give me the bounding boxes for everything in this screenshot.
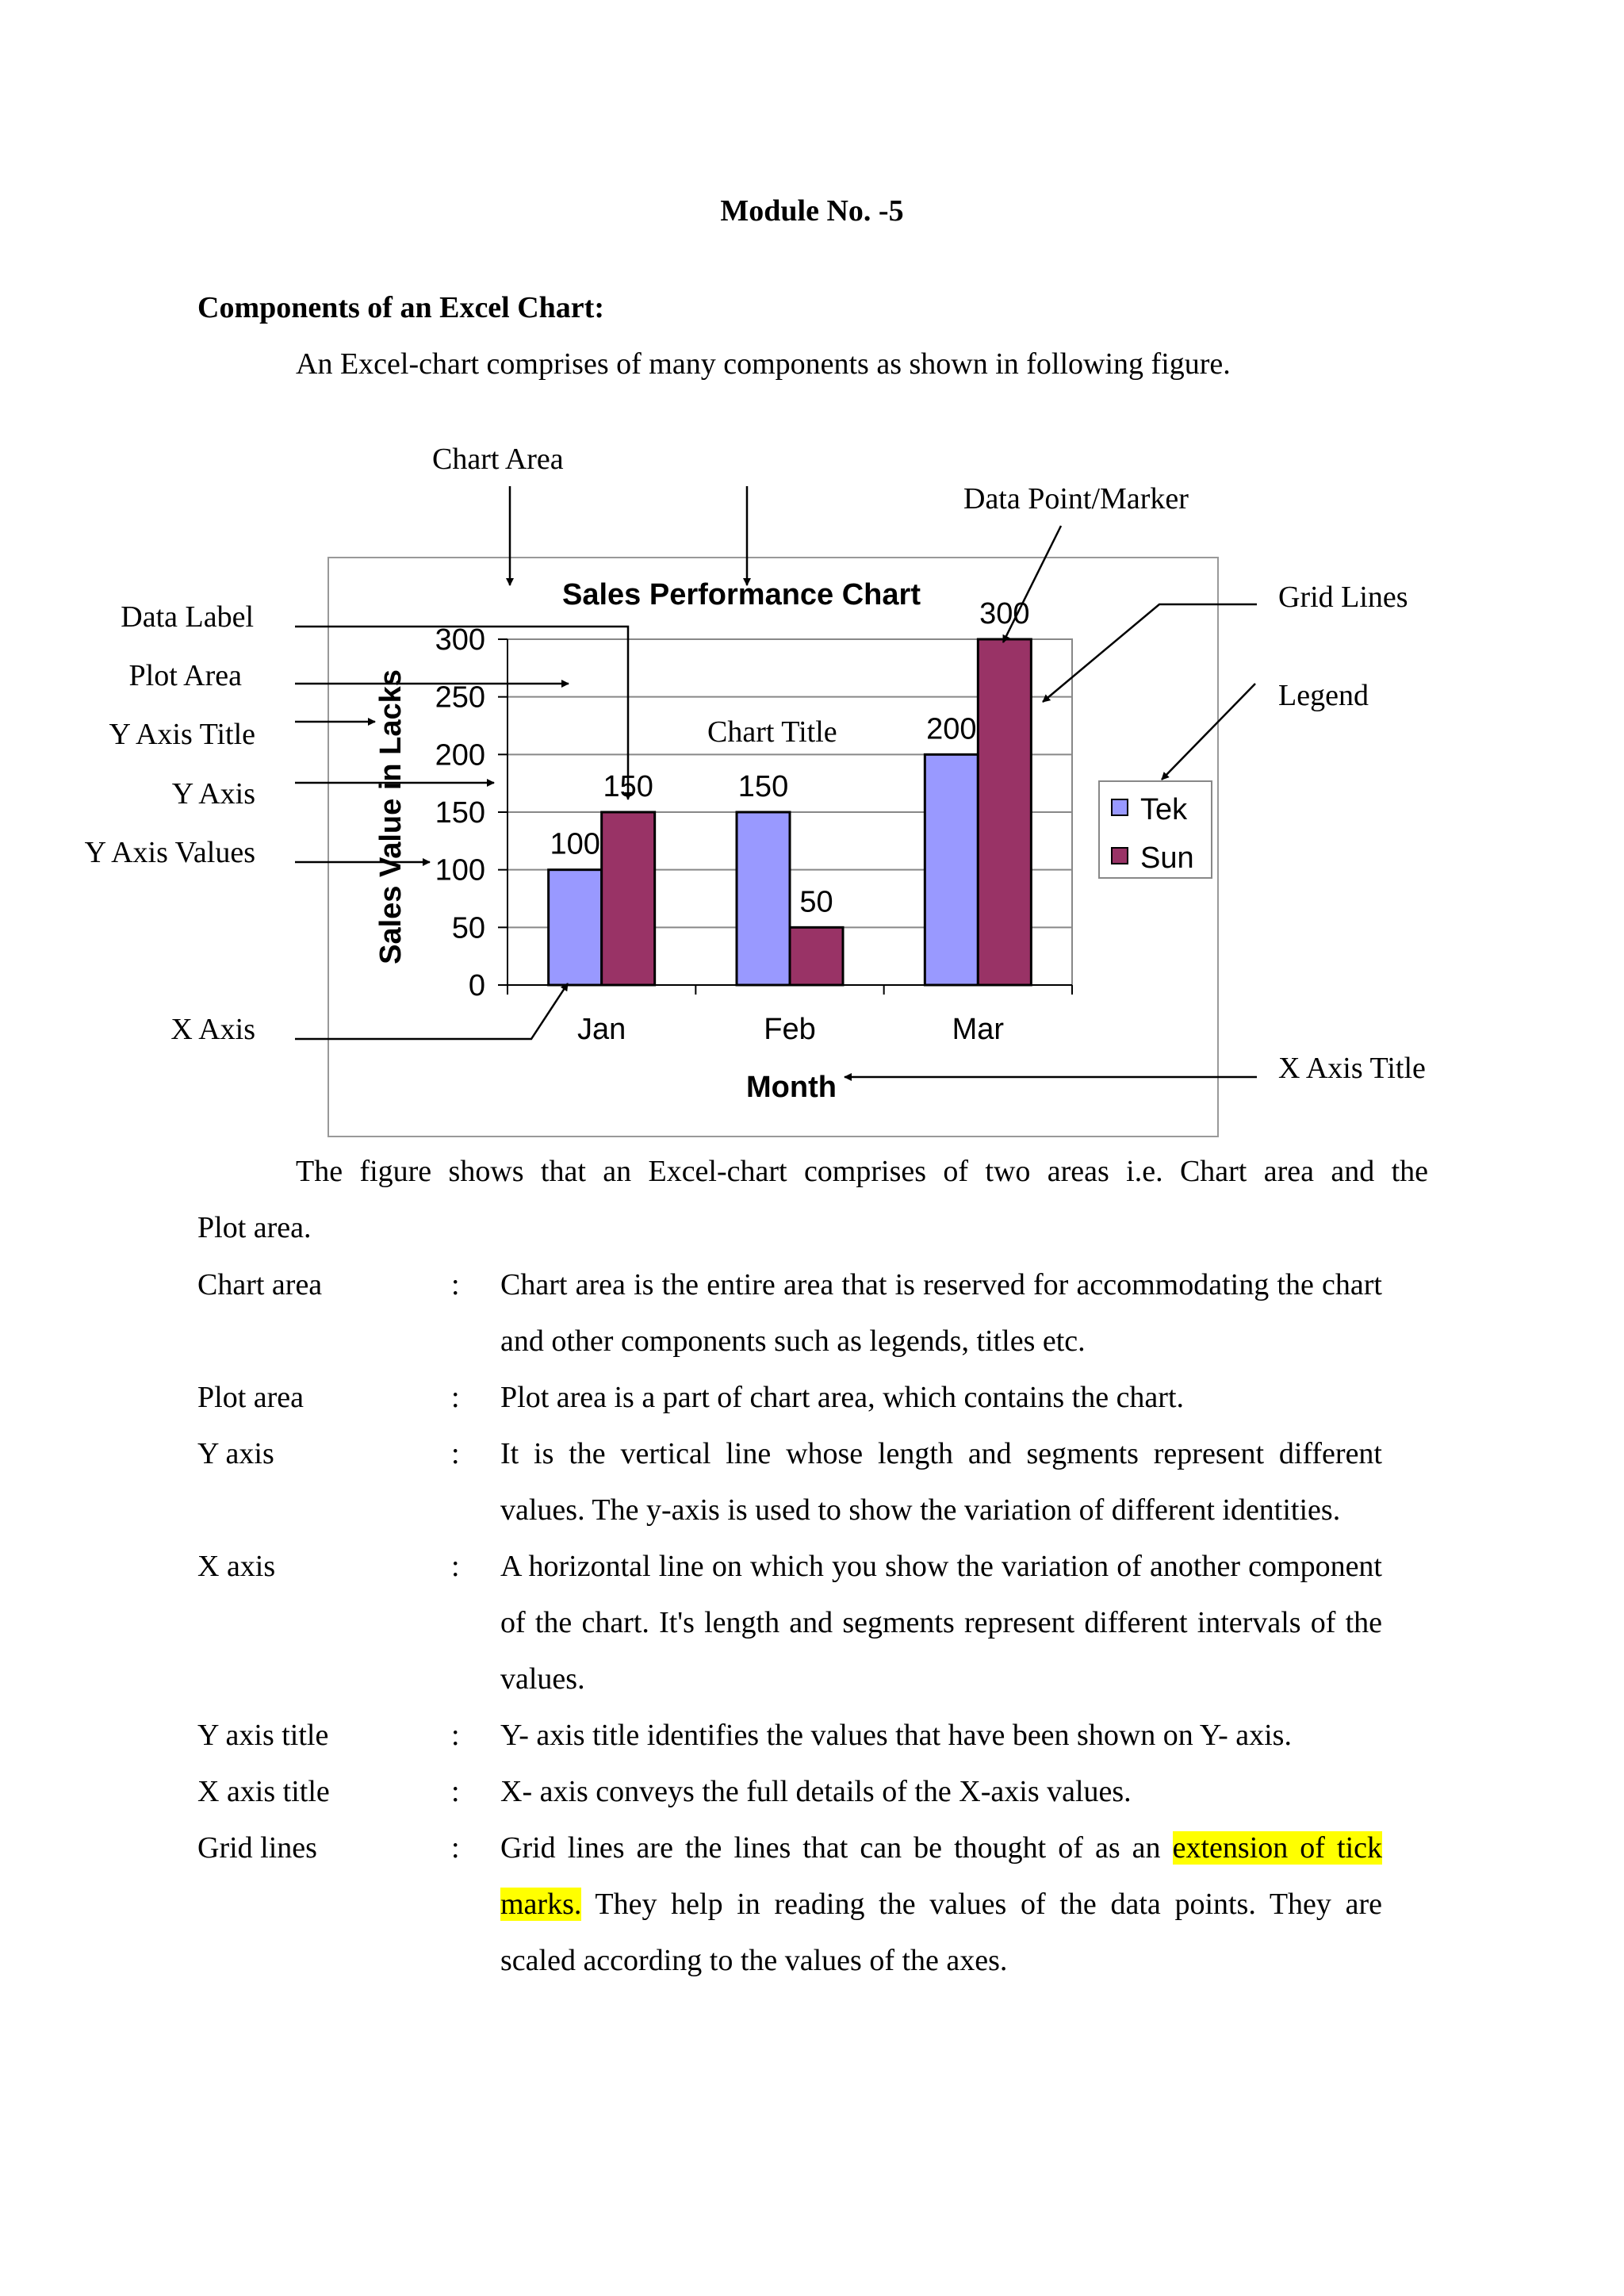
summary-line-1: The figure shows that an Excel-chart comprises of two areas i.e. Chart area and the — [296, 1155, 1428, 1188]
bar — [925, 754, 978, 985]
definition-term: Grid lines — [197, 1831, 317, 1865]
definition-row — [197, 1764, 1434, 1820]
callout-plot-area: Plot Area — [128, 659, 242, 692]
y-tick-label: 100 — [435, 853, 485, 887]
bar — [790, 927, 843, 985]
definition-text-start: Grid lines are the lines that can be thought of as an — [500, 1831, 1173, 1865]
definition-term: X axis — [197, 1550, 276, 1583]
data-label: 50 — [799, 885, 833, 919]
data-label: 100 — [550, 827, 600, 861]
callout-x-axis: X Axis — [170, 1013, 255, 1046]
definition-term: Chart area — [197, 1268, 323, 1301]
data-label: 150 — [737, 770, 789, 803]
definition-colon: : — [451, 1775, 460, 1808]
definitions-list — [197, 1257, 1434, 1989]
callout-y-axis-values: Y Axis Values — [84, 836, 255, 869]
data-label: 200 — [926, 712, 977, 746]
callout-data-point: Data Point/Marker — [963, 482, 1189, 516]
module-heading: Module No. -5 — [720, 194, 904, 228]
chart-title: Sales Performance Chart — [562, 578, 921, 611]
definition-colon: : — [451, 1719, 460, 1752]
callout-data-label: Data Label — [121, 600, 254, 634]
definition-colon: : — [451, 1437, 460, 1470]
intro-text: An Excel-chart comprises of many components as shown in following figure. — [296, 347, 1231, 381]
legend-swatch-tek — [1112, 799, 1128, 815]
bar — [602, 812, 655, 985]
definition-term: Y axis — [197, 1437, 274, 1470]
x-axis-title: Month — [746, 1071, 837, 1104]
y-axis-title: Sales Value in Lacks — [374, 669, 408, 964]
definition-colon: : — [451, 1268, 460, 1301]
summary-paragraph — [197, 1144, 1428, 1256]
y-tick-label: 300 — [435, 623, 485, 657]
definition-text: It is the vertical line whose length and segments represent different values. The y-axis is used to show the variation of different identities. — [500, 1437, 1382, 1527]
definition-row — [197, 1708, 1434, 1764]
bar — [978, 639, 1031, 985]
definition-text: X- axis conveys the full details of the X-axis values. — [500, 1775, 1132, 1808]
x-tick-label: Feb — [764, 1013, 816, 1046]
y-tick-label: 0 — [468, 969, 485, 1002]
legend-swatch-sun — [1112, 848, 1128, 864]
callout-chart-area: Chart Area — [432, 443, 564, 476]
legend-label-sun: Sun — [1140, 841, 1194, 875]
y-tick-label: 250 — [435, 680, 485, 715]
definition-row-grid-lines — [197, 1820, 1434, 1989]
y-tick-label: 50 — [451, 911, 485, 945]
definition-row — [197, 1370, 1434, 1426]
callout-y-axis-title: Y Axis Title — [109, 718, 255, 751]
definition-colon: : — [451, 1381, 460, 1414]
definition-term: X axis title — [197, 1775, 330, 1808]
definition-text: Chart area is the entire area that is reserved for accommodating the chart and other components such as legends, titles etc. — [500, 1268, 1382, 1358]
legend-label-tek: Tek — [1140, 793, 1188, 826]
definition-row — [197, 1257, 1434, 1370]
callout-chart-title: Chart Title — [707, 715, 837, 749]
callout-grid-lines: Grid Lines — [1278, 581, 1408, 614]
definition-term: Plot area — [197, 1381, 304, 1414]
bar — [549, 870, 602, 985]
data-label: 150 — [603, 770, 653, 803]
definition-text — [500, 1820, 1382, 1989]
definition-row — [197, 1539, 1434, 1708]
definition-row — [197, 1426, 1434, 1539]
definition-colon: : — [451, 1831, 460, 1865]
callout-y-axis: Y Axis — [171, 777, 255, 811]
definition-text: Plot area is a part of chart area, which contains the chart. — [500, 1381, 1185, 1414]
x-tick-label: Mar — [952, 1013, 1005, 1046]
bar — [737, 812, 790, 985]
definition-term: Y axis title — [197, 1719, 329, 1752]
definition-text-end: They help in reading the values of the data points. They are scaled according to the values of the axes. — [500, 1888, 1382, 1977]
section-title: Components of an Excel Chart: — [197, 291, 604, 324]
definition-text: A horizontal line on which you show the variation of another component of the chart. It's length and segments represent different intervals of the values. — [500, 1550, 1382, 1696]
callout-x-axis-title: X Axis Title — [1278, 1052, 1426, 1085]
y-tick-label: 200 — [435, 738, 485, 772]
callout-legend: Legend — [1278, 679, 1369, 712]
y-tick-label: 150 — [435, 796, 485, 830]
definition-colon: : — [451, 1550, 460, 1583]
summary-line-2: Plot area. — [197, 1211, 312, 1244]
data-label: 300 — [979, 597, 1030, 631]
definition-text: Y- axis title identifies the values that have been shown on Y- axis. — [500, 1719, 1292, 1752]
highlighted-text: extension of tick marks. — [500, 1831, 1383, 1921]
x-tick-label: Jan — [577, 1013, 626, 1046]
